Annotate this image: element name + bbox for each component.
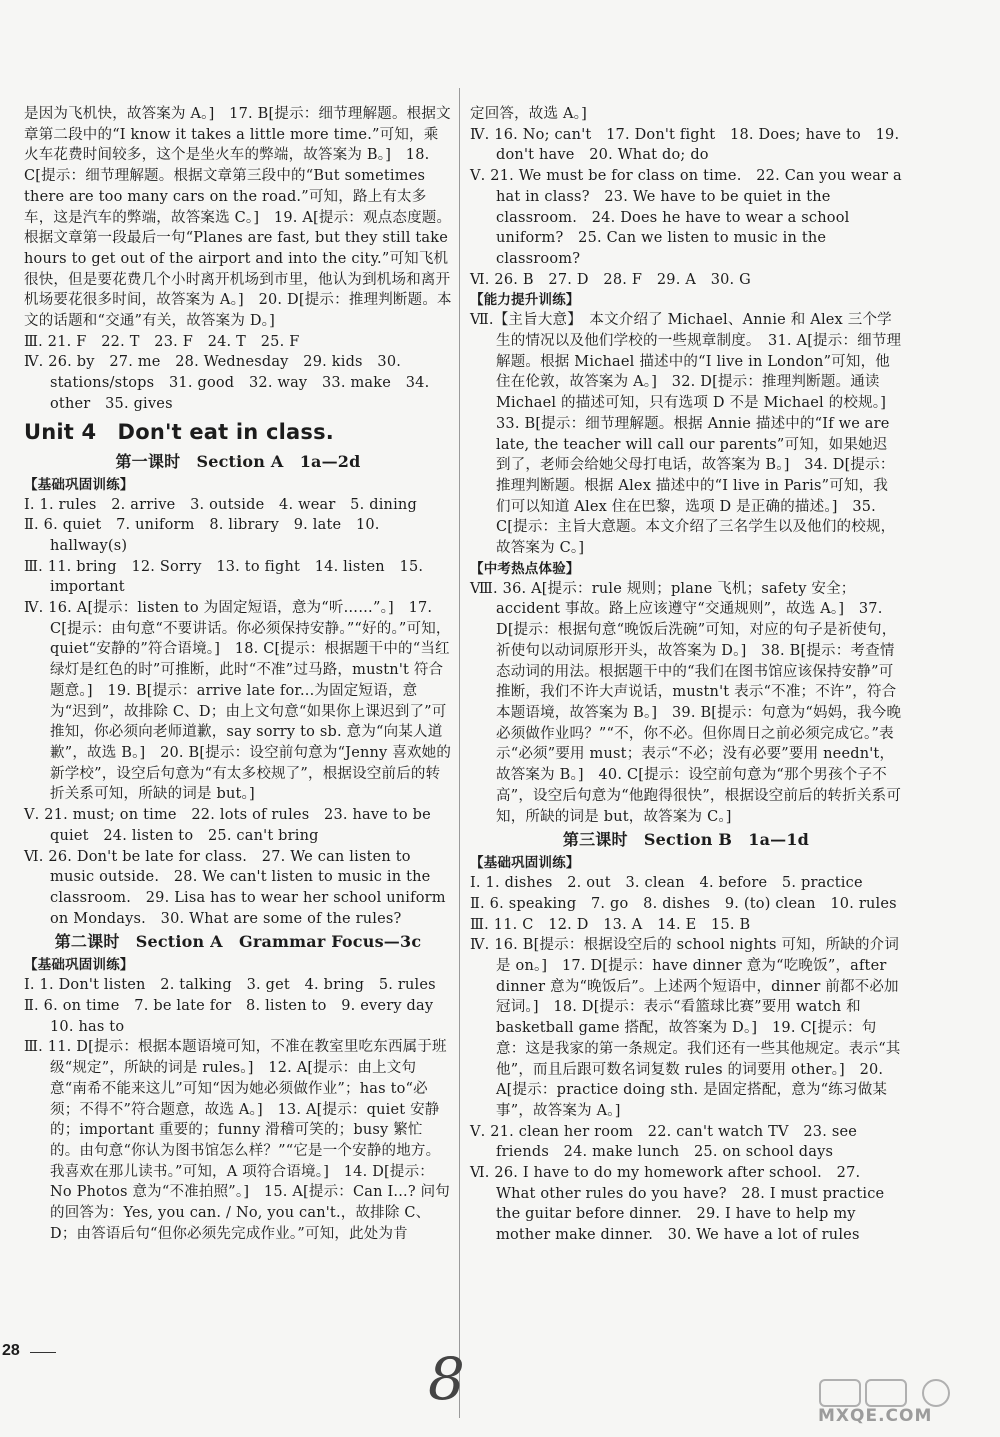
answer-item: Ⅰ. 1. Don't listen 2. talking 3. get 4. bring 5. rules [24,977,436,994]
watermark-logo [818,1378,994,1428]
watermark-url: MXQE.COM [818,1406,933,1426]
handwritten-mark: 8 [428,1345,465,1413]
answer-item: Ⅰ. 1. dishes 2. out 3. clean 4. before 5. practice [470,875,863,892]
section-tag: 【能力提升训练】 [470,292,580,309]
answer-item: Ⅱ. 6. speaking 7. go 8. dishes 9. (to) clean 10. rules [470,895,897,912]
section-heading: 第二课时 Section A Grammar Focus—3c [54,932,422,952]
right-column [470,104,902,1246]
answer-item: Ⅲ. 11. C 12. D 13. A 14. E 15. B [470,916,751,933]
answer-item: Ⅶ.【主旨大意】 本文介绍了 Michael、Annie 和 Alex 三个学生的情况以及他们学校的一些规章制度。 31. A[提示：细节理解题。根据 Michael 描述中的“I live in London”可知，他住在伦敦，故答案为 A。] 32. D[提示：推理判断题。通读 Michael 的描述可知，只有选项 D 不是 Michael 的校规。] 33. B[提示：细节理解题。根据 Annie 描述中的“If we are late, the teacher will call our parents”可知，如果她迟到了，老师会给她父母打电话，故答案为 B。] 34. D[提示：推理判断题。根据 Alex 描述中的“I live in Paris”可知，我们可以知道 Alex 住在巴黎，选项 D 是正确的描述。] 35. C[提示：主旨大意题。本文介绍了三名学生以及他们的校规，故答案为 C。] [470,312,902,557]
page-number: 28 [2,1342,20,1359]
answer-item: Ⅳ. 16. B[提示：根据设空后的 school nights 可知，所缺的介词是 on。] 17. D[提示：have dinner 意为“吃晚饭”，after dinner 意为“晚饭后”。上述两个短语中，dinner 前都不必加冠词。] 18. D[提示：表示“看篮球比赛”要用 watch 和 basketball game 搭配，故答案为 D。] 19. C[提示：句意：这是我家的第一条规定。我们还有一些其他规定。表示“其他”，而且后跟可数名词复数 rules 的词要用 other。] 20. A[提示：practice doing sth. 是固定搭配，意为“练习做某事”，故答案为 A。] [470,937,901,1119]
answer-item: Ⅵ. 26. I have to do my homework after school. 27. What other rules do you have? 28. I must practice the guitar before dinner. 29. I have to help my mother make dinner. 30. We have a lot of rules [470,1165,885,1244]
answer-item: Ⅰ. 1. rules 2. arrive 3. outside 4. wear 5. dining [24,496,417,513]
column-divider [459,88,460,1418]
answer-item: Ⅲ. 21. F 22. T 23. F 24. T 25. F [24,333,300,350]
paragraph: 定回答，故选 A。] [470,106,587,122]
answer-item: Ⅲ. 11. D[提示：根据本题语境可知，不准在教室里吃东西属于班级“规定”，所缺的词是 rules。] 12. A[提示：由上文句意“南希不能来这儿”可知“因为她必须做作业”；has to“必须；不得不”符合题意，故选 A。] 13. A[提示：quiet 安静的；important 重要的；funny 滑稽可笑的；busy 繁忙的。由句意“你认为图书馆怎么样？”“它是一个安静的地方。我喜欢在那儿读书。”可知，A 项符合语境。] 14. D[提示：No Photos 意为“不准拍照”。] 15. A[提示：Can I...? 问句的回答为：Yes, you can. / No, you can't.，故排除 C、D；由答语后句“但你必须先完成作业。”可知，此处为肯 [24,1039,451,1242]
left-column [24,104,452,1244]
answer-item: Ⅴ. 21. must; on time 22. lots of rules 23. have to be quiet 24. listen to 25. can't bring [24,807,431,844]
answer-item: Ⅳ. 16. No; can't 17. Don't fight 18. Does; have to 19. don't have 20. What do; do [470,126,900,164]
answer-item: Ⅱ. 6. on time 7. be late for 8. listen to 9. every day 10. has to [24,998,448,1035]
section-tag: 【基础巩固训练】 [470,855,580,872]
answer-item: Ⅳ. 26. by 27. me 28. Wednesday 29. kids 30. stations/stops 31. good 32. way 33. make 34. other 35. gives [24,354,430,412]
answer-item: Ⅴ. 21. clean her room 22. can't watch TV 23. see friends 24. make lunch 25. on school days [470,1123,858,1161]
watermark-logo-icon [818,1378,994,1408]
section-tag: 【中考热点体验】 [470,560,580,577]
answer-item: Ⅴ. 21. We must be for class on time. 22. Can you wear a hat in class? 23. We have to be quiet in the classroom. 24. Does he have to wear a school uniform? 25. Can we listen to music in the classroom? [470,168,902,267]
section-tag: 【基础巩固训练】 [24,476,134,493]
answer-item: Ⅷ. 36. A[提示：rule 规则；plane 飞机；safety 安全；accident 事故。路上应该遵守“交通规则”，故选 A。] 37. D[提示：根据句意“晚饭后洗碗”可知，对应的句子是祈使句，祈使句以动词原形开头，故答案为 D。] 38. B[提示：考查情态动词的用法。根据题干中的“我们在图书馆应该保持安静”可推断，我们不许大声说话，mustn't 表示“不准；不许”，符合本题语境，故答案为 B。] 39. B[提示：句意为“妈妈，我今晚必须做作业吗？”“不，你不必。但你周日之前必须完成它。”表示“必须”要用 must；表示“不必；没有必要”要用 needn't，故答案为 B。] 40. C[提示：设空前句意为“那个男孩个子不高”，设空后句意为“他跑得很快”，根据设空前后的转折关系可知，所缺的词是 but，故答案为 C。] [470,580,902,825]
unit-title: Unit 4 Don't eat in class. [24,419,334,444]
section-heading: 第一课时 Section A 1a—2d [115,451,361,471]
page-number-rule [30,1352,56,1353]
section-tag: 【基础巩固训练】 [24,957,134,974]
section-heading: 第三课时 Section B 1a—1d [562,830,810,850]
answer-item: Ⅳ. 16. A[提示：listen to 为固定短语，意为“听……”。] 17. C[提示：由句意“不要讲话。你必须保持安静。”“好的。”可知，quiet“安静的”符合语境。] 18. C[提示：根据题干中的“当红绿灯是红色的时”可推断，此时“不准”过马路，mustn't 符合题意。] 19. B[提示：arrive late for...为固定短语，意为“迟到”，故排除 C、D；由上文句意“如果你上课迟到了”可推知，你必须向老师道歉，say sorry to sb. 意为“向某人道歉”，故选 B。] 20. B[提示：设空前句意为“Jenny 喜欢她的新学校”，设空后句意为“有太多校规了”，根据设空前后的转折关系可知，所缺的词是 but。] [24,600,452,803]
answer-item: Ⅵ. 26. Don't be late for class. 27. We can listen to music outside. 28. We can't listen to music in the classroom. 29. Lisa has to wear her school uniform on Mondays. 30. What are some of the rules? [24,848,446,927]
answer-item: Ⅵ. 26. B 27. D 28. F 29. A 30. G [470,271,751,288]
paragraph: 是因为飞机快，故答案为 A。] 17. B[提示：细节理解题。根据文章第二段中的“I know it takes a little more time.”可知，乘火车花费时间较多，这个是坐火车的弊端，故答案为 B。] 18. C[提示：细节理解题。根据文章第三段中的“But sometimes there are too many cars on the road.”可知，路上有太多车，这是汽车的弊端，故答案选 C。] 19. A[提示：观点态度题。根据文章第一段最后一句“Planes are fast, but they still take hours to get out of the airport and into the city.”可知飞机很快，但是要花费几个小时离开机场到市里，他认为到机场和离开机场要花很多时间，故答案为 A。] 20. D[提示：推理判断题。本文的话题和“交通”有关，故答案为 D。] [24,106,452,330]
answer-item: Ⅱ. 6. quiet 7. uniform 8. library 9. late 10. hallway(s) [24,517,380,554]
answer-item: Ⅲ. 11. bring 12. Sorry 13. to fight 14. listen 15. important [24,558,424,596]
